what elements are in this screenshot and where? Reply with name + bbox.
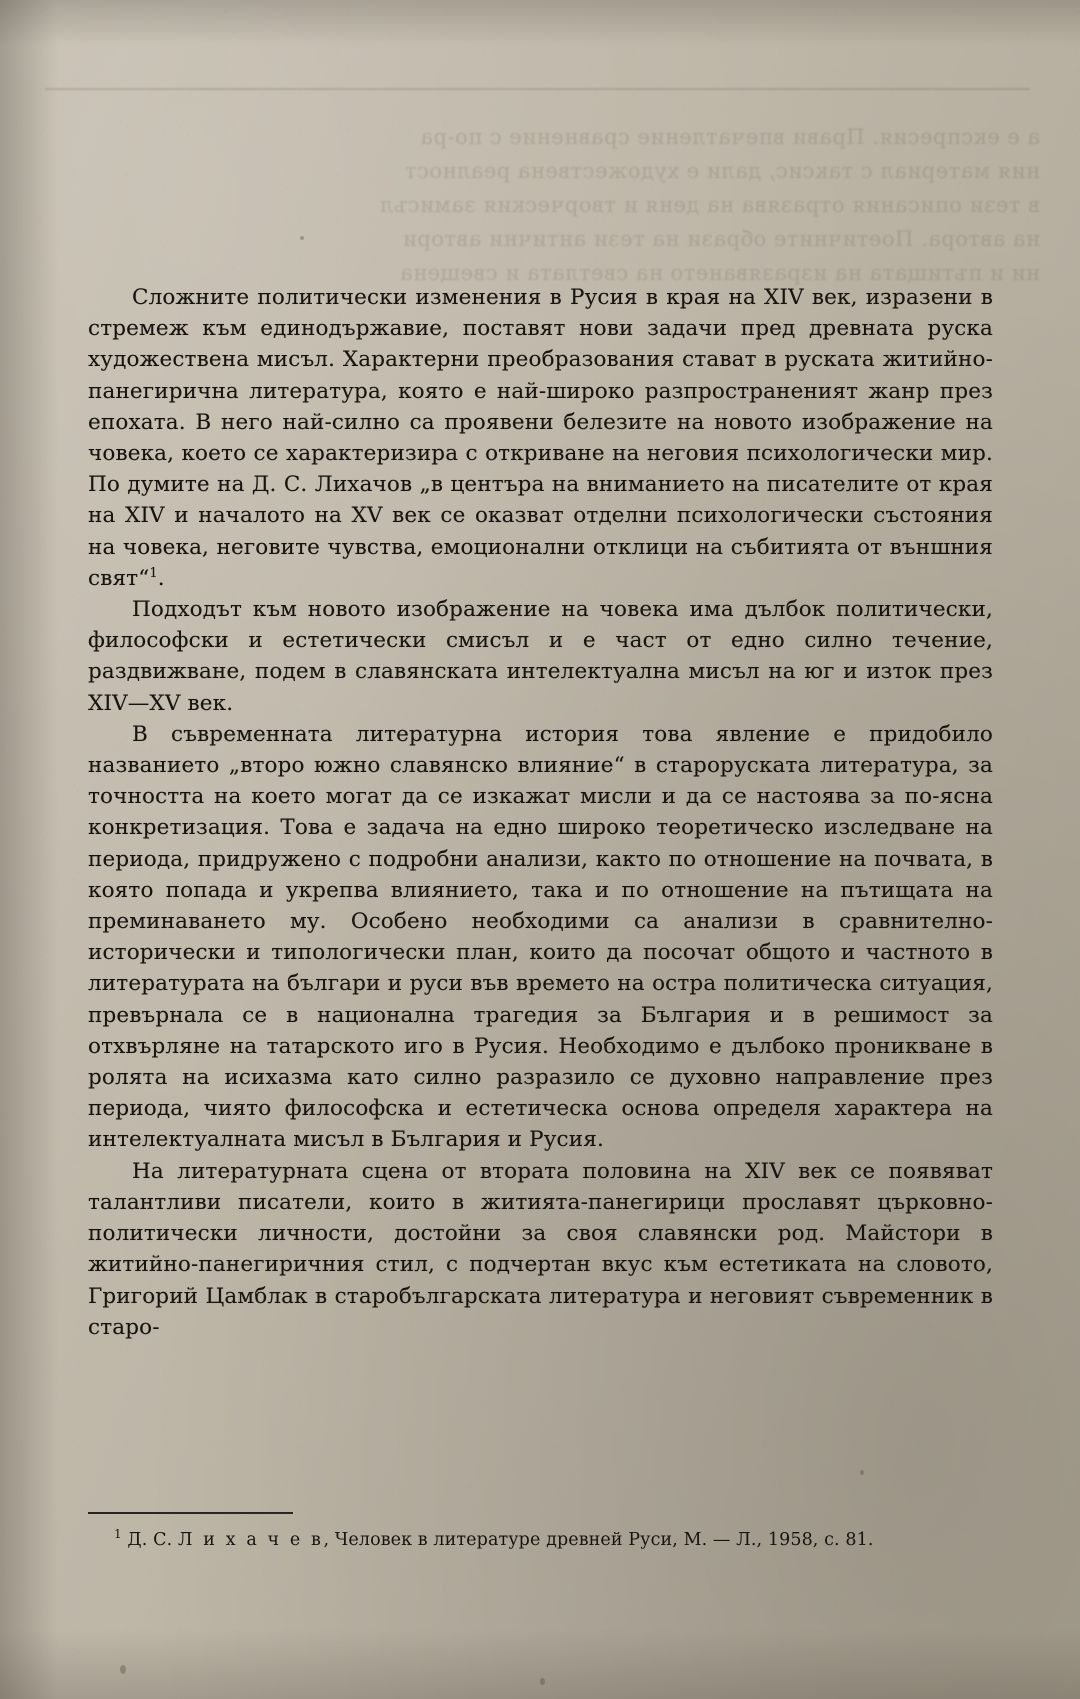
paper-speck (300, 236, 304, 240)
showthrough-line: на автора. Поетичните образи на тези антични автори (402, 227, 1040, 251)
page-edge-shadow-top (0, 0, 1080, 46)
paragraph-1: Сложните политически изменения в Русия в края на XIV век, изразени в стремеж към единодържавие, поставят нови задачи пред древната руска художествена мисъл. Характерни преобразования стават в руската житийно-панегирична литература, която е най-широко разпространеният жанр през епохата. В него най-силно са проявени белезите на новото изображение на човека, което се характеризира с откриване на неговия психологически мир. По думите на Д. С. Лихачов „в центъра на вниманието на писателите от края на XIV и началото на XV век се оказват отделни психологически състояния на човека, неговите чувства, емоционални отклици на събитията от външния свят“$^1$. (88, 285, 993, 591)
paragraph-2: Подходът към новото изображение на човека има дълбок политически, философски и естетически смисъл и е част от едно силно течение, раздвижване, подем в славянската интелектуална мисъл на юг и изток през XIV—XV век. (88, 597, 993, 716)
paragraph-4: На литературната сцена от втората половина на XIV век се появяват талантливи писатели, които в житията-панегирици прославят църковно-политически личности, достойни за своя славянски род. Майстори в житийно-панегиричния стил, с подчертан вкус към естетиката на словото, Григорий Цамблак в старобългарската литература и неговият съвременник в старо- (88, 1158, 993, 1340)
footnote-reference-marker[interactable]: 1 (149, 565, 158, 581)
page-edge-shadow-left (0, 0, 58, 1699)
page-text-body (88, 282, 993, 1343)
page-edge-shadow-bottom (0, 1629, 1080, 1699)
paragraph-1-text: Сложните политически изменения в Русия в края на XIV век, изразени в стремеж към единодържавие, поставят нови задачи пред древната руска художествена мисъл. Характерни преобразования стават в руската житийно-панегирична литература, която е най-широко разпространеният жанр през епохата. В него най-силно са проявени белезите на новото изображение на човека, което се характеризира с откриване на неговия психологически мир. По думите на Д. С. Лихачов „в центъра на вниманието на писателите от края на XIV и началото на XV век се оказват отделни психологически състояния на човека, неговите чувства, емоционални отклици на събитията от външния свят“ (88, 285, 993, 591)
footnote-number: 1 (114, 1527, 122, 1542)
paper-speck (540, 1678, 545, 1685)
footnote-area (88, 1512, 993, 1553)
footnote-author-prefix: Д. С. (127, 1530, 173, 1550)
showthrough-text-block (40, 120, 1040, 290)
showthrough-line: ния материал с таксис, дали е художествена реалност (404, 159, 1040, 183)
paper-speck (860, 1470, 864, 1475)
showthrough-line: а е експресия. Прави впечатление сравнение с по-ра (420, 125, 1040, 149)
paper-speck (120, 1665, 126, 1674)
footnote-separator-rule (88, 1512, 293, 1514)
footnote-citation-rest: , Человек в литературе древней Руси, М. — Л., 1958, с. 81. (323, 1530, 874, 1550)
showthrough-rule (45, 88, 1030, 90)
footnote-author-name: Л и х а ч е в (177, 1530, 324, 1550)
showthrough-line: в тези описания отразява на деня и творческия замисъл (379, 193, 1040, 217)
paragraph-3: В съвременната литературна история това явление е придобило названието „второ южно славянско влияние“ в староруската литература, за точността на което могат да се изкажат мисли и да се настоява за по-ясна конкретизация. Това е задача на едно широко теоретическо изследване на периода, придружено с подробни анализи, както по отношение на почвата, в която попада и укрепва влиянието, така и по отношение на пътищата на преминаването му. Особено необходими са анализи в сравнително-исторически и типологически план, които да посочат общото и частното в литературата на българи и руси във времето на остра политическа ситуация, превърнала се в национална трагедия за България и в решимост за отхвърляне на татарското иго в Русия. Необходимо е дълбоко проникване в ролята на исихазма като силно разразило се духовно направление през периода, чиято философска и естетическа основа определя характера на интелектуалната мисъл в България и Русия. (88, 721, 993, 1153)
showthrough-line: ни и пътищата на изразяването на светлата и свещена (399, 261, 1040, 285)
footnote-1 (88, 1527, 993, 1553)
